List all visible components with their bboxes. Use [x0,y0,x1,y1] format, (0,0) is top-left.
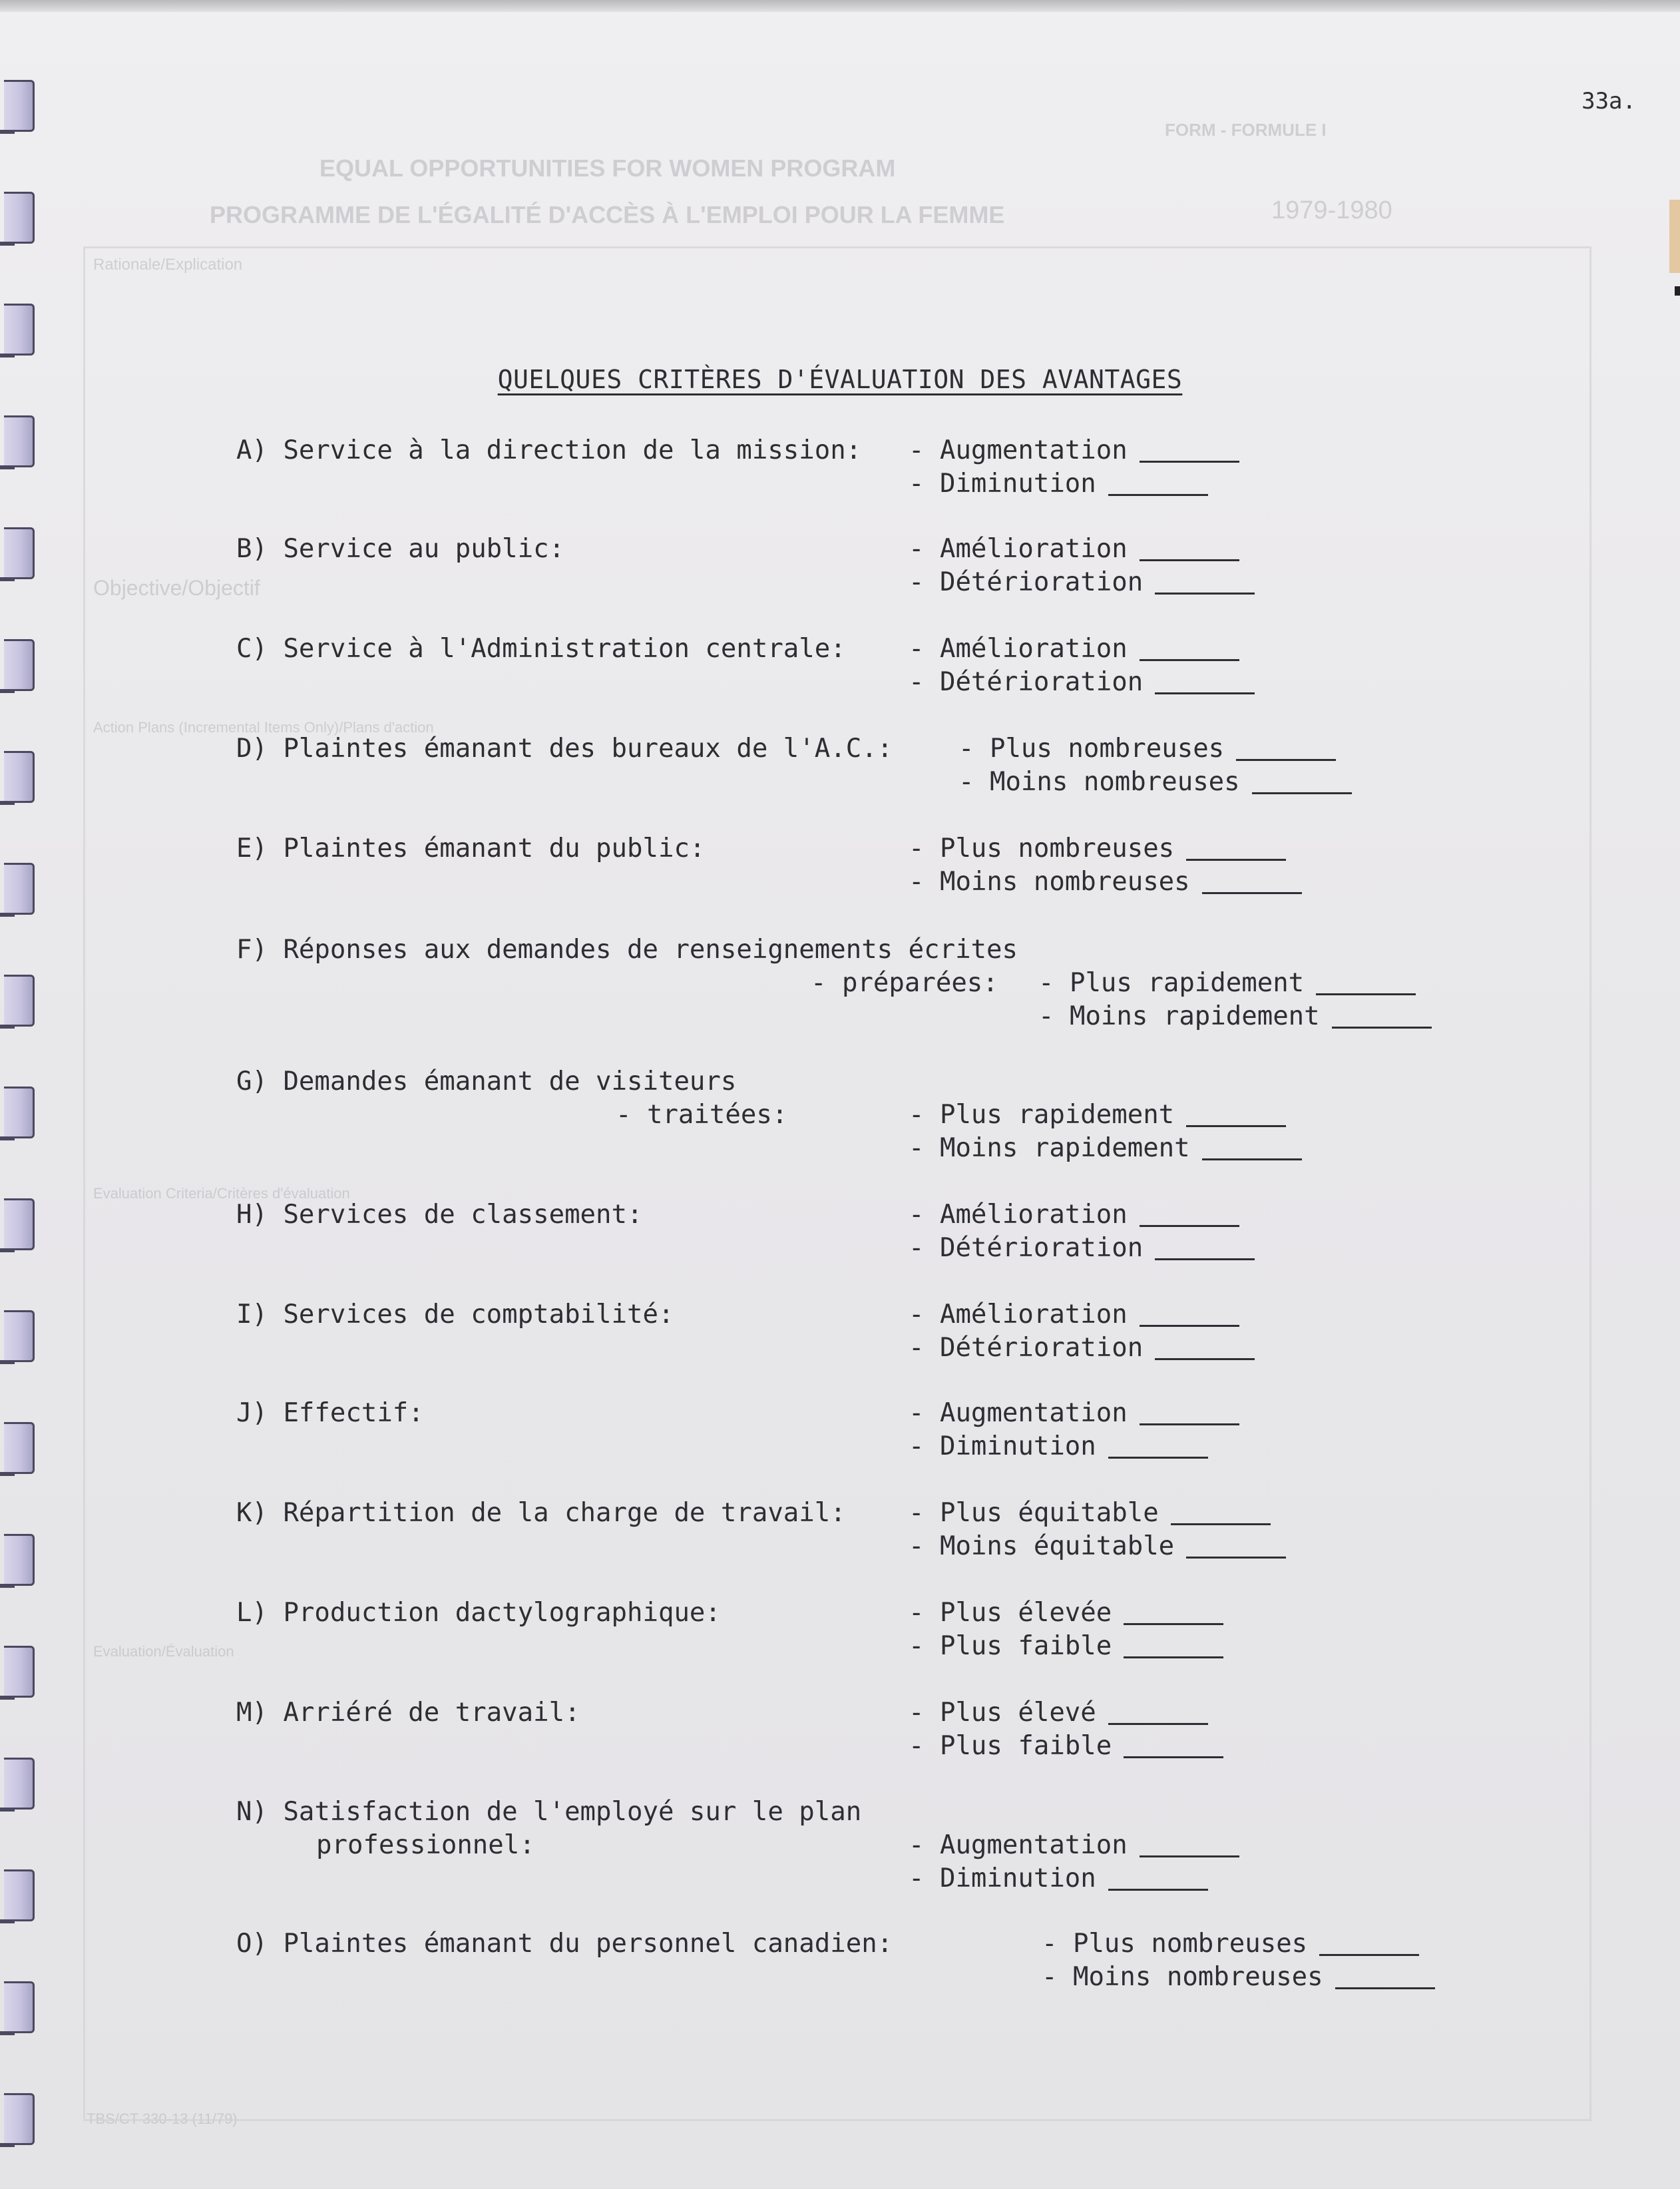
criterion-option [909,1430,1208,1463]
criterion-label: N) Satisfaction de l'employé sur le plan [236,1797,862,1827]
answer-blank[interactable] [1140,659,1239,661]
option-label: - Moins nombreuses [958,767,1240,797]
answer-blank[interactable] [1236,759,1336,761]
option-label: - Détérioration [909,1233,1144,1263]
option-label: - Plus équitable [909,1498,1159,1528]
binding-ring [4,304,35,356]
criterion-option [909,666,1255,699]
criterion-option [909,1132,1302,1165]
page-top-edge [0,0,1680,12]
answer-blank[interactable] [1155,692,1255,694]
criterion-option [909,1730,1223,1763]
binding-ring [4,527,35,579]
option-label: - Plus faible [909,1631,1112,1661]
binding-ring [4,80,35,132]
criterion-option [909,1862,1208,1895]
criterion-option [1038,967,1416,1000]
criterion-label: H) Services de classement: [236,1200,643,1230]
binding-ring [4,1310,35,1362]
criterion-option [909,1332,1255,1365]
option-label: - Détérioration [909,667,1144,697]
option-label: - Plus élevée [909,1598,1112,1628]
option-label: - Amélioration [909,1200,1128,1230]
binding-ring [4,639,35,691]
option-label: - Moins nombreuses [1042,1962,1323,1992]
binding-ring [4,1646,35,1698]
criterion-label-continued: professionnel: [316,1830,535,1860]
answer-blank[interactable] [1140,1855,1239,1857]
answer-blank[interactable] [1335,1987,1435,1989]
criterion-label: I) Services de comptabilité: [236,1300,674,1330]
page-title: QUELQUES CRITÈRES D'ÉVALUATION DES AVANTAGES [497,365,1183,394]
criterion-option [909,1497,1271,1530]
criterion-label: B) Service au public: [236,534,565,564]
binding-ring [4,192,35,244]
binding-ring [4,863,35,915]
answer-blank[interactable] [1316,993,1416,995]
answer-blank[interactable] [1202,1158,1302,1160]
option-label: - Augmentation [909,1398,1128,1428]
criterion-option [909,1596,1223,1630]
binding-ring [4,1534,35,1586]
criterion-option [909,434,1239,467]
criterion-label-continued: - traitées: [616,1100,788,1130]
criterion-option [909,865,1302,899]
answer-blank[interactable] [1155,1258,1255,1260]
option-label: - Augmentation [909,1830,1128,1860]
answer-blank[interactable] [1186,1125,1286,1127]
show-through-rationale: Rationale/Explication [93,256,243,274]
criterion-option [909,1630,1223,1663]
criterion-option [909,1232,1255,1265]
show-through-evaluation-criteria: Evaluation Criteria/Critères d'évaluation [93,1185,350,1202]
criterion-label: K) Répartition de la charge de travail: [236,1498,846,1528]
tab-marker [1669,200,1680,273]
criterion-label: L) Production dactylographique: [236,1598,721,1628]
tab-mark [1675,286,1680,296]
show-through-action-plans: Action Plans (Incremental Items Only)/Plans d'action [93,719,434,736]
answer-blank[interactable] [1140,1325,1239,1327]
criterion-option [909,1696,1208,1730]
criterion-option [909,1098,1286,1132]
criterion-option [909,632,1239,666]
answer-blank[interactable] [1108,1457,1208,1459]
criterion-option [909,1198,1239,1232]
criterion-label: A) Service à la direction de la mission: [236,435,862,465]
criterion-label: M) Arriéré de travail: [236,1698,580,1728]
criterion-option [958,766,1352,799]
answer-blank[interactable] [1171,1523,1271,1525]
binding-ring [4,1087,35,1138]
criterion-label: C) Service à l'Administration centrale: [236,634,846,664]
answer-blank[interactable] [1202,892,1302,894]
criterion-option [909,566,1255,599]
show-through-form-number: TBS/CT 330-13 (11/79) [87,2110,238,2127]
criterion-label: D) Plaintes émanant des bureaux de l'A.C.: [236,734,893,764]
answer-blank[interactable] [1140,1423,1239,1425]
option-label: - Plus nombreuses [958,734,1225,764]
binding-ring [4,1422,35,1474]
option-label: - Amélioration [909,634,1128,664]
criterion-option [1042,1927,1419,1961]
answer-blank[interactable] [1319,1954,1419,1956]
option-label: - Amélioration [909,534,1128,564]
criterion-label: F) Réponses aux demandes de renseignements écrites [236,935,1018,965]
option-label: - Moins rapidement [1038,1001,1320,1031]
answer-blank[interactable] [1108,1723,1208,1725]
option-label: - Amélioration [909,1300,1128,1330]
option-label: - Moins rapidement [909,1133,1190,1163]
criterion-option [1038,1000,1432,1033]
answer-blank[interactable] [1186,1557,1286,1559]
answer-blank[interactable] [1140,1225,1239,1227]
answer-blank[interactable] [1108,494,1208,496]
answer-blank[interactable] [1186,859,1286,861]
answer-blank[interactable] [1124,1756,1223,1758]
criterion-label: O) Plaintes émanant du personnel canadien: [236,1929,893,1959]
show-through-form-frame [83,246,1591,2121]
criterion-label-continued: - préparées: [811,968,998,998]
answer-blank[interactable] [1332,1027,1432,1029]
criterion-label: J) Effectif: [236,1398,424,1428]
answer-blank[interactable] [1155,593,1255,595]
binding-ring [4,1869,35,1921]
show-through-objective: Objective/Objectif [93,576,260,600]
binding-ring [4,1758,35,1810]
criterion-option [909,1829,1239,1862]
option-label: - Moins équitable [909,1531,1175,1561]
page-number: 33a. [1581,88,1636,115]
criterion-option [909,832,1286,865]
criterion-option [909,1530,1286,1563]
binding-ring [4,1981,35,2033]
option-label: - Détérioration [909,1333,1144,1363]
option-label: - Diminution [909,1863,1096,1893]
binding-ring [4,1198,35,1250]
answer-blank[interactable] [1140,461,1239,463]
criterion-label: E) Plaintes émanant du public: [236,834,706,863]
option-label: - Diminution [909,469,1096,499]
option-label: - Plus nombreuses [1042,1929,1308,1959]
binding-ring [4,975,35,1027]
criterion-option [909,1397,1239,1430]
option-label: - Plus élevé [909,1698,1096,1728]
criterion-option [909,467,1208,501]
show-through-year: 1979-1980 [1271,196,1392,224]
answer-blank[interactable] [1140,559,1239,561]
criterion-option [958,732,1336,766]
option-label: - Moins nombreuses [909,867,1190,897]
criterion-option [1042,1961,1435,1994]
show-through-form-label: FORM - FORMULE I [1165,120,1327,140]
answer-blank[interactable] [1108,1889,1208,1891]
criterion-label: G) Demandes émanant de visiteurs [236,1067,737,1096]
option-label: - Plus rapidement [1038,968,1305,998]
show-through-evaluation: Evaluation/Évaluation [93,1643,234,1660]
answer-blank[interactable] [1155,1358,1255,1360]
answer-blank[interactable] [1124,1656,1223,1658]
binding-ring [4,751,35,803]
option-label: - Diminution [909,1431,1096,1461]
binding-ring [4,415,35,467]
binding-ring [4,2093,35,2145]
answer-blank[interactable] [1252,792,1352,794]
show-through-program-fr: PROGRAMME DE L'ÉGALITÉ D'ACCÈS À L'EMPLOI POUR LA FEMME [210,201,1005,228]
show-through-program-en: EQUAL OPPORTUNITIES FOR WOMEN PROGRAM [319,154,896,182]
criterion-option [909,533,1239,566]
option-label: - Plus nombreuses [909,834,1175,863]
option-label: - Plus rapidement [909,1100,1175,1130]
option-label: - Détérioration [909,567,1144,597]
option-label: - Plus faible [909,1731,1112,1761]
criterion-option [909,1298,1239,1332]
option-label: - Augmentation [909,435,1128,465]
answer-blank[interactable] [1124,1623,1223,1625]
